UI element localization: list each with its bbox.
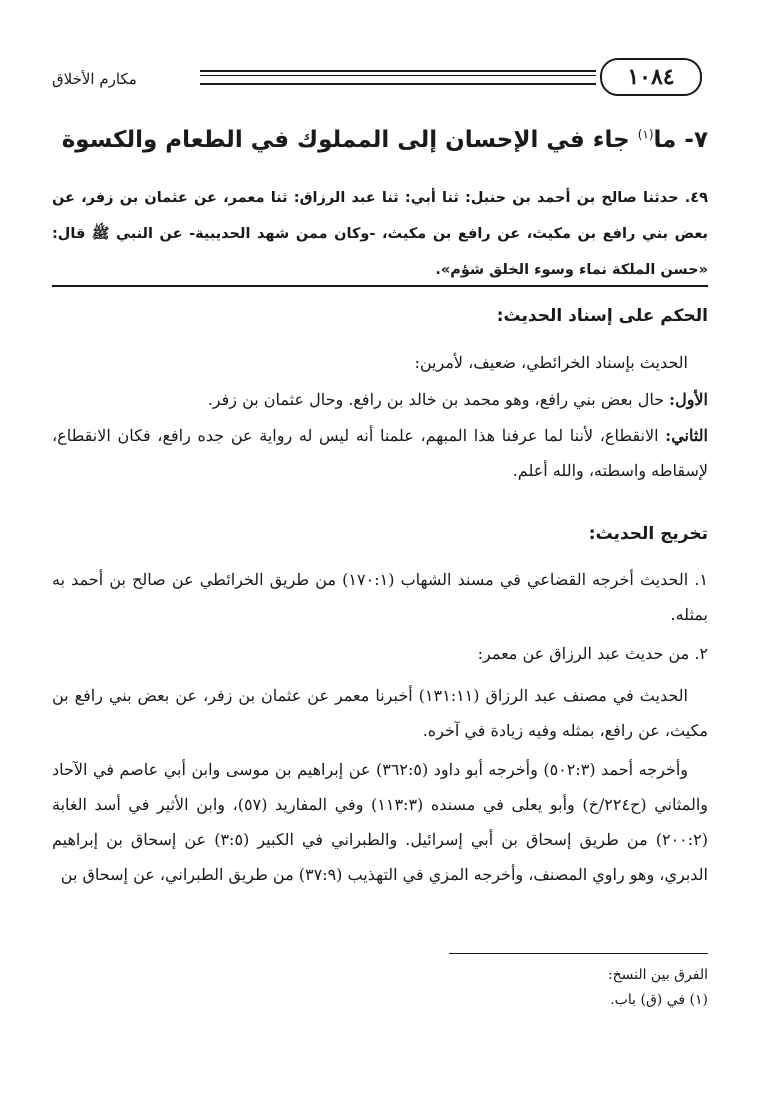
ruling-second bbox=[52, 418, 708, 488]
chapter-title-start: ٧- ما bbox=[653, 127, 708, 153]
header-rule bbox=[200, 70, 596, 85]
takhrij-paragraph-1: الحديث في مصنف عبد الرزاق (١٣١:١١) أخبرنا معمر عن عثمان بن زفر، عن بعض بني رافع بن مكيث، عن رافع، بمثله وفيه زيادة في آخره. bbox=[52, 686, 708, 740]
hadith-text: ٤٩. حدثنا صالح بن أحمد بن حنبل: ثنا أبي: ثنا عبد الرزاق: ثنا معمر، عن عثمان بن زفر، عن بعض بني رافع بن مكيث، عن رافع بن مكيث، -وكان ممن شهد الحديبية- عن النبي ﷺ قال: «حسن الملكة نماء وسوء الخلق شؤم». bbox=[52, 190, 708, 278]
footnote-marker: (١) bbox=[637, 127, 654, 142]
ruling-intro: الحديث بإسناد الخرائطي، ضعيف، لأمرين: bbox=[414, 353, 688, 372]
section-divider bbox=[52, 285, 708, 287]
footnotes-title: الفرق بين النسخ: bbox=[607, 967, 708, 983]
chapter-title bbox=[48, 127, 708, 153]
takhrij-item-2: ٢. من حديث عبد الرزاق عن معمر: bbox=[477, 644, 708, 663]
page-number: ١٠٨٤ bbox=[600, 58, 702, 96]
first-label: الأول: bbox=[669, 390, 708, 409]
second-text: الانقطاع، لأننا لما عرفنا هذا المبهم، علمنا أنه ليس له رواية عن جده رافع، فكان الانقطاع، لإسقاطه واسطته، والله أعلم. bbox=[52, 426, 708, 480]
ruling-first bbox=[52, 382, 708, 417]
takhrij-item-1: ١. الحديث أخرجه القضاعي في مسند الشهاب (١٧٠:١) من طريق الخرائطي عن صالح بن أحمد به بمثله. bbox=[52, 570, 708, 624]
takhrij-paragraph-2: وأخرجه أحمد (٥٠٢:٣) وأخرجه أبو داود (٣٦٢:٥) عن إبراهيم بن موسى وابن أبي عاصم في الآحاد والمثاني (ح٢٢٤/خ) وأبو يعلى في مسنده (١١٣:٣) وفي المفاريد (٥٧)، وابن الأثير في أسد الغابة (٢٠٠:٢) من طريق إسحاق بن أبي إسرائيل. والطبراني في الكبير (٣:٥) عن إسحاق بن إبراهيم الدبري، وهو راوي المصنف، وأخرجه المزي في التهذيب (٣٧:٩) من طريق الطبراني، عن إسحاق بن bbox=[52, 760, 709, 884]
footnote-1: (١) في (ق) باب. bbox=[610, 992, 708, 1008]
running-header bbox=[52, 58, 708, 98]
chapter-title-rest: جاء في الإحسان إلى المملوك في الطعام والكسوة bbox=[61, 127, 638, 153]
footnote-rule bbox=[449, 953, 708, 954]
first-text: حال بعض بني رافع، وهو محمد بن خالد بن رافع. وحال عثمان بن زفر. bbox=[207, 390, 670, 409]
takhrij-heading: تخريج الحديث: bbox=[588, 524, 708, 544]
book-title: مكارم الأخلاق bbox=[52, 70, 137, 88]
second-label: الثاني: bbox=[665, 426, 708, 445]
ruling-heading: الحكم على إسناد الحديث: bbox=[496, 306, 708, 326]
